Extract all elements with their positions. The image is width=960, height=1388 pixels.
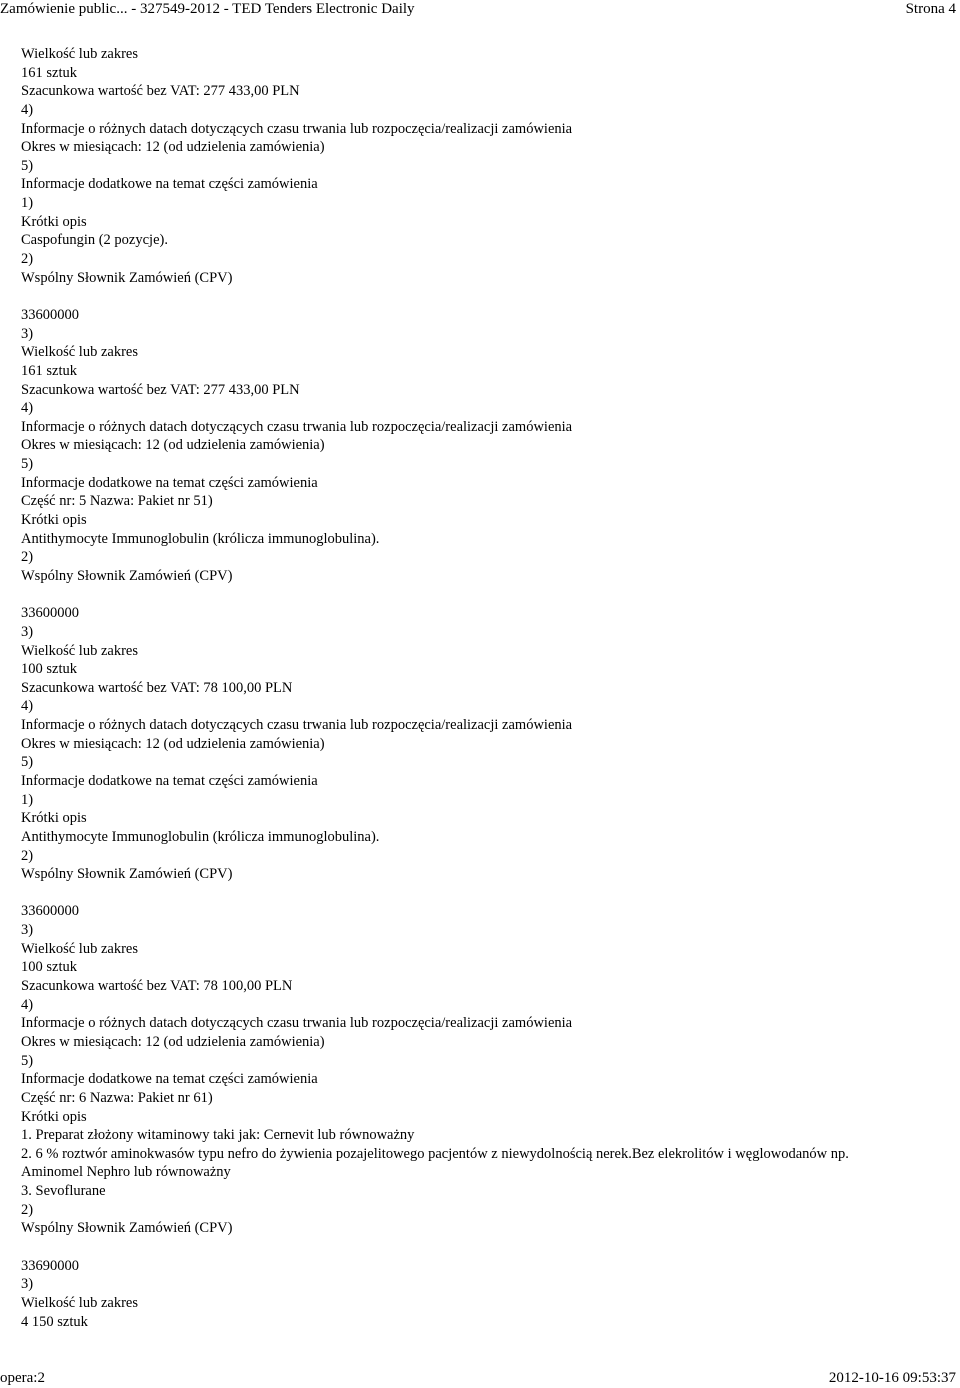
- text-line: Część nr: 6 Nazwa: Pakiet nr 61): [21, 1089, 213, 1106]
- text-line: Wielkość lub zakres: [21, 344, 138, 361]
- text-line: 1): [21, 791, 34, 808]
- text-line: 5): [21, 1052, 34, 1069]
- text-line: Informacje o różnych datach dotyczących czasu trwania lub rozpoczęcia/realizacji zamówienia: [21, 120, 573, 137]
- text-line: 33600000: [21, 903, 79, 920]
- blank-line: [21, 586, 956, 605]
- text-line: 5): [21, 754, 34, 771]
- text-line: 161 sztuk: [21, 362, 77, 379]
- text-line: Okres w miesiącach: 12 (od udzielenia zamówienia): [21, 139, 325, 156]
- text-line: Informacje o różnych datach dotyczących czasu trwania lub rozpoczęcia/realizacji zamówienia: [21, 418, 573, 435]
- text-line: 33600000: [21, 605, 79, 622]
- footer-source: opera:2: [0, 1370, 45, 1386]
- text-line: 33690000: [21, 1257, 79, 1274]
- text-line: 3): [21, 325, 34, 342]
- text-line: Antithymocyte Immunoglobulin (królicza immunoglobulina).: [21, 530, 380, 547]
- text-line: Wspólny Słownik Zamówień (CPV): [21, 269, 233, 286]
- text-line: 2): [21, 251, 34, 268]
- text-line: 3): [21, 922, 34, 939]
- text-line: Informacje dodatkowe na temat części zamówienia: [21, 1071, 318, 1088]
- blank-line: [21, 884, 956, 903]
- footer-timestamp: 2012-10-16 09:53:37: [828, 1370, 956, 1386]
- text-line: 4): [21, 101, 34, 118]
- page-header-title: Zamówienie public... - 327549-2012 - TED Tenders Electronic Daily: [0, 1, 415, 17]
- text-line: Wielkość lub zakres: [21, 46, 138, 62]
- text-line: Szacunkowa wartość bez VAT: 78 100,00 PLN: [21, 978, 293, 995]
- text-line: 1. Preparat złożony witaminowy taki jak: Cernevit lub równoważny: [21, 1127, 415, 1144]
- text-line: 2): [21, 847, 34, 864]
- text-line: Informacje dodatkowe na temat części zamówienia: [21, 176, 318, 193]
- text-line: 4 150 sztuk: [21, 1313, 88, 1330]
- text-line: Krótki opis: [21, 213, 87, 230]
- blank-line: [21, 287, 956, 306]
- text-line: Informacje dodatkowe na temat części zamówienia: [21, 772, 318, 789]
- blank-line: [21, 1238, 956, 1257]
- page-number: Strona 4: [905, 1, 956, 17]
- text-line: 4): [21, 698, 34, 715]
- text-line: Okres w miesiącach: 12 (od udzielenia zamówienia): [21, 1033, 325, 1050]
- text-line: Aminomel Nephro lub równoważny: [21, 1164, 231, 1181]
- text-line: 2. 6 % roztwór aminokwasów typu nefro do żywienia pozajelitowego pacjentów z niewydolnością nerek.Bez elekrolitów i węglowodanów np.: [21, 1145, 849, 1162]
- text-line: Informacje o różnych datach dotyczących czasu trwania lub rozpoczęcia/realizacji zamówienia: [21, 717, 573, 734]
- text-line: Krótki opis: [21, 810, 87, 827]
- text-line: 2): [21, 1201, 34, 1218]
- text-line: 33600000: [21, 306, 79, 323]
- text-line: 4): [21, 400, 34, 417]
- text-line: Szacunkowa wartość bez VAT: 277 433,00 PLN: [21, 83, 300, 100]
- text-line: 2): [21, 549, 34, 566]
- text-line: Szacunkowa wartość bez VAT: 277 433,00 PLN: [21, 381, 300, 398]
- text-line: Część nr: 5 Nazwa: Pakiet nr 51): [21, 493, 213, 510]
- text-line: Wielkość lub zakres: [21, 1294, 138, 1311]
- text-line: 5): [21, 157, 34, 174]
- text-line: 3): [21, 623, 34, 640]
- text-line: Wielkość lub zakres: [21, 642, 138, 659]
- text-line: 3. Sevoflurane: [21, 1183, 106, 1200]
- document-body: [21, 45, 956, 1331]
- text-line: Informacje dodatkowe na temat części zamówienia: [21, 474, 318, 491]
- text-line: 4): [21, 996, 34, 1013]
- text-line: 100 sztuk: [21, 959, 77, 976]
- text-line: 161 sztuk: [21, 64, 77, 81]
- text-line: Wspólny Słownik Zamówień (CPV): [21, 866, 233, 883]
- text-line: Caspofungin (2 pozycje).: [21, 232, 168, 249]
- text-line: Okres w miesiącach: 12 (od udzielenia zamówienia): [21, 437, 325, 454]
- text-line: Informacje o różnych datach dotyczących czasu trwania lub rozpoczęcia/realizacji zamówienia: [21, 1015, 573, 1032]
- text-line: 1): [21, 195, 34, 212]
- text-line: 3): [21, 1276, 34, 1293]
- text-line: Okres w miesiącach: 12 (od udzielenia zamówienia): [21, 735, 325, 752]
- text-line: Wspólny Słownik Zamówień (CPV): [21, 567, 233, 584]
- text-line: 100 sztuk: [21, 661, 77, 678]
- text-line: Wspólny Słownik Zamówień (CPV): [21, 1220, 233, 1237]
- text-line: Krótki opis: [21, 1108, 87, 1125]
- text-line: 5): [21, 456, 34, 473]
- text-line: Antithymocyte Immunoglobulin (królicza immunoglobulina).: [21, 828, 380, 845]
- text-line: Krótki opis: [21, 512, 87, 529]
- text-line: Szacunkowa wartość bez VAT: 78 100,00 PLN: [21, 679, 293, 696]
- text-line: Wielkość lub zakres: [21, 940, 138, 957]
